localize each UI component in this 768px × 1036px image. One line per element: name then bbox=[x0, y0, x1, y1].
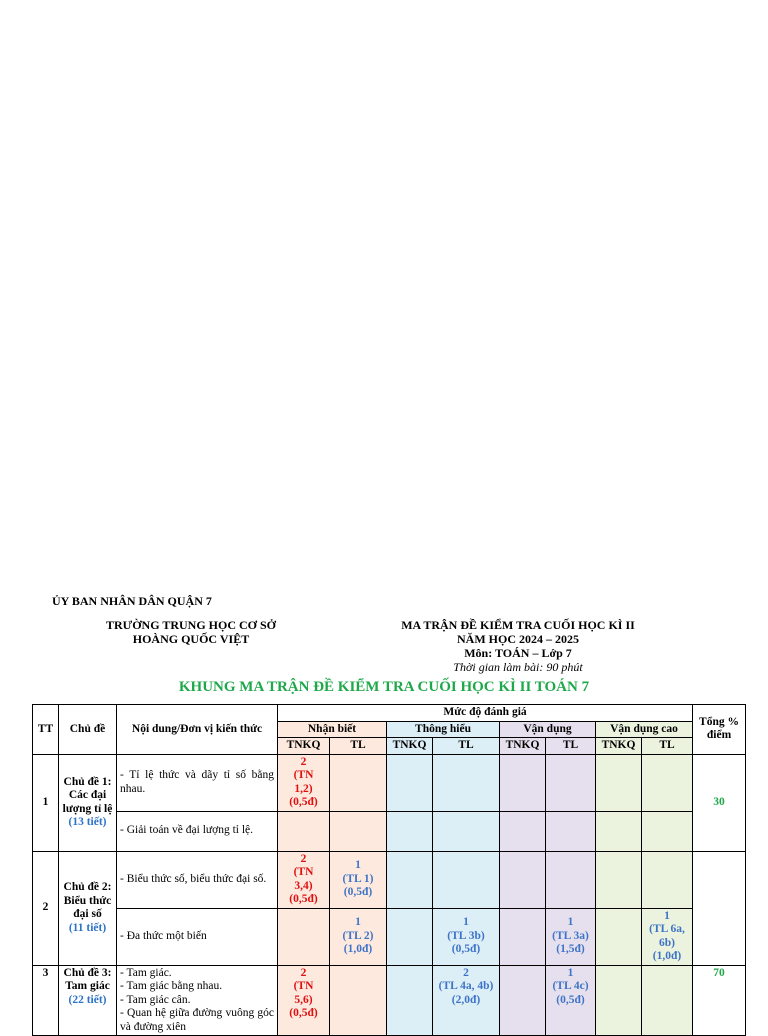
nb-tnkq-cell: 2 (TN 1,2) (0,5đ) bbox=[278, 754, 330, 811]
topic-period: (13 tiết) bbox=[68, 816, 107, 828]
topic-name: Chủ đề 3: Tam giác bbox=[63, 966, 112, 992]
th-tnkq-cell bbox=[387, 851, 433, 908]
th-tnkq-cell bbox=[387, 811, 433, 851]
exam-heading bbox=[390, 618, 646, 674]
row-tt: 3 bbox=[33, 965, 59, 1036]
topic-cell bbox=[59, 965, 117, 1036]
nb-tl-cell bbox=[330, 811, 387, 851]
vdc-tl-cell: 1 (TL 6a, 6b) (1,0đ) bbox=[642, 908, 693, 965]
table-row bbox=[33, 851, 746, 908]
committee-name: ỦY BAN NHÂN DÂN QUẬN 7 bbox=[52, 594, 212, 608]
topic-name: Chủ đề 1: Các đại lượng tỉ lệ bbox=[62, 775, 113, 815]
th-tl-cell bbox=[433, 754, 500, 811]
level-comprehension: Thông hiểu bbox=[387, 721, 500, 738]
vdc-tnkq-cell bbox=[596, 811, 642, 851]
table-row bbox=[33, 965, 746, 1036]
col-topic: Chủ đề bbox=[59, 705, 117, 755]
table-row bbox=[33, 908, 746, 965]
vdc-tl-cell bbox=[642, 754, 693, 811]
content-cell: - Đa thức một biến bbox=[117, 908, 278, 965]
col-tt: TT bbox=[33, 705, 59, 755]
vd-tnkq-cell bbox=[500, 811, 546, 851]
th-tnkq-cell bbox=[387, 754, 433, 811]
nb-tl-cell: 1 (TL 2) (1,0đ) bbox=[330, 908, 387, 965]
th-tnkq-cell bbox=[387, 908, 433, 965]
content-cell: - Tỉ lệ thức và dãy tỉ số bằng nhau. bbox=[117, 754, 278, 811]
assessment-matrix-table bbox=[32, 704, 746, 1036]
vd-tl-cell bbox=[546, 754, 596, 811]
nb-tl-cell: 1 (TL 1) (0,5đ) bbox=[330, 851, 387, 908]
vd-tnkq-cell bbox=[500, 908, 546, 965]
topic-period: (11 tiết) bbox=[68, 921, 107, 934]
matrix-title: KHUNG MA TRẬN ĐỀ KIỂM TRA CUỐI HỌC KÌ II TOÁN 7 bbox=[178, 679, 590, 695]
school-year: NĂM HỌC 2024 – 2025 bbox=[457, 632, 579, 646]
th-tnkq: TNKQ bbox=[387, 738, 433, 755]
col-total: Tổng % điểm bbox=[693, 705, 746, 755]
col-assessment-level: Mức độ đánh giá bbox=[278, 705, 693, 722]
vdc-tl-cell bbox=[642, 851, 693, 908]
th-tnkq-cell bbox=[387, 965, 433, 1036]
th-tl-cell bbox=[433, 851, 500, 908]
vd-tl-cell: 1 (TL 3a) (1,5đ) bbox=[546, 908, 596, 965]
vd-tl-cell bbox=[546, 851, 596, 908]
vd-tnkq: TNKQ bbox=[500, 738, 546, 755]
subject: Môn: TOÁN – Lớp 7 bbox=[464, 646, 572, 660]
nb-tnkq: TNKQ bbox=[278, 738, 330, 755]
content-cell: - Giải toán về đại lượng tỉ lệ. bbox=[117, 811, 278, 851]
th-tl-cell: 2 (TL 4a, 4b) (2,0đ) bbox=[433, 965, 500, 1036]
header-row-1 bbox=[33, 705, 746, 722]
vdc-tnkq-cell bbox=[596, 851, 642, 908]
topic-name: Chủ đề 2: Biểu thức đại số bbox=[63, 881, 112, 920]
th-tl-cell bbox=[433, 811, 500, 851]
total-percent: 30 bbox=[693, 754, 746, 851]
vd-tl-cell bbox=[546, 811, 596, 851]
col-content: Nội dung/Đơn vị kiến thức bbox=[117, 705, 278, 755]
topic-period: (22 tiết) bbox=[68, 993, 107, 1006]
vd-tnkq-cell bbox=[500, 754, 546, 811]
th-tl-cell: 1 (TL 3b) (0,5đ) bbox=[433, 908, 500, 965]
topic-cell bbox=[59, 754, 117, 851]
nb-tl-cell bbox=[330, 965, 387, 1036]
nb-tnkq-cell bbox=[278, 908, 330, 965]
vdc-tl: TL bbox=[642, 738, 693, 755]
th-tl: TL bbox=[433, 738, 500, 755]
row-tt: 2 bbox=[33, 851, 59, 965]
exam-title: MA TRẬN ĐỀ KIỂM TRA CUỐI HỌC KÌ II bbox=[401, 618, 635, 632]
nb-tl-cell bbox=[330, 754, 387, 811]
vdc-tnkq-cell bbox=[596, 908, 642, 965]
exam-duration: Thời gian làm bài: 90 phút bbox=[453, 660, 583, 674]
topic-cell bbox=[59, 851, 117, 965]
vdc-tl-cell bbox=[642, 965, 693, 1036]
vd-tnkq-cell bbox=[500, 965, 546, 1036]
vd-tl: TL bbox=[546, 738, 596, 755]
school-line-2: HOÀNG QUỐC VIỆT bbox=[132, 632, 250, 646]
nb-tnkq-cell: 2 (TN 5,6) (0,5đ) bbox=[278, 965, 330, 1036]
nb-tl: TL bbox=[330, 738, 387, 755]
vdc-tnkq: TNKQ bbox=[596, 738, 642, 755]
level-recognition: Nhận biết bbox=[278, 721, 387, 738]
content-cell: - Biểu thức số, biểu thức đại số. bbox=[117, 851, 278, 908]
table-row bbox=[33, 754, 746, 811]
nb-tnkq-cell bbox=[278, 811, 330, 851]
vdc-tnkq-cell bbox=[596, 965, 642, 1036]
school-line-1: TRƯỜNG TRUNG HỌC CƠ SỞ bbox=[105, 618, 276, 632]
row-tt: 1 bbox=[33, 754, 59, 851]
vd-tl-cell: 1 (TL 4c) (0,5đ) bbox=[546, 965, 596, 1036]
vd-tnkq-cell bbox=[500, 851, 546, 908]
total-percent-empty bbox=[693, 851, 746, 965]
level-application: Vận dụng bbox=[500, 721, 596, 738]
table-row bbox=[33, 811, 746, 851]
content-cell: - Tam giác. - Tam giác bằng nhau. - Tam giác cân. - Quan hệ giữa đường vuông góc và đường xiên bbox=[117, 965, 278, 1036]
school-name bbox=[100, 618, 282, 646]
vdc-tl-cell bbox=[642, 811, 693, 851]
level-high-application: Vận dụng cao bbox=[596, 721, 693, 738]
vdc-tnkq-cell bbox=[596, 754, 642, 811]
total-percent: 70 bbox=[693, 965, 746, 1036]
nb-tnkq-cell: 2 (TN 3,4) (0,5đ) bbox=[278, 851, 330, 908]
